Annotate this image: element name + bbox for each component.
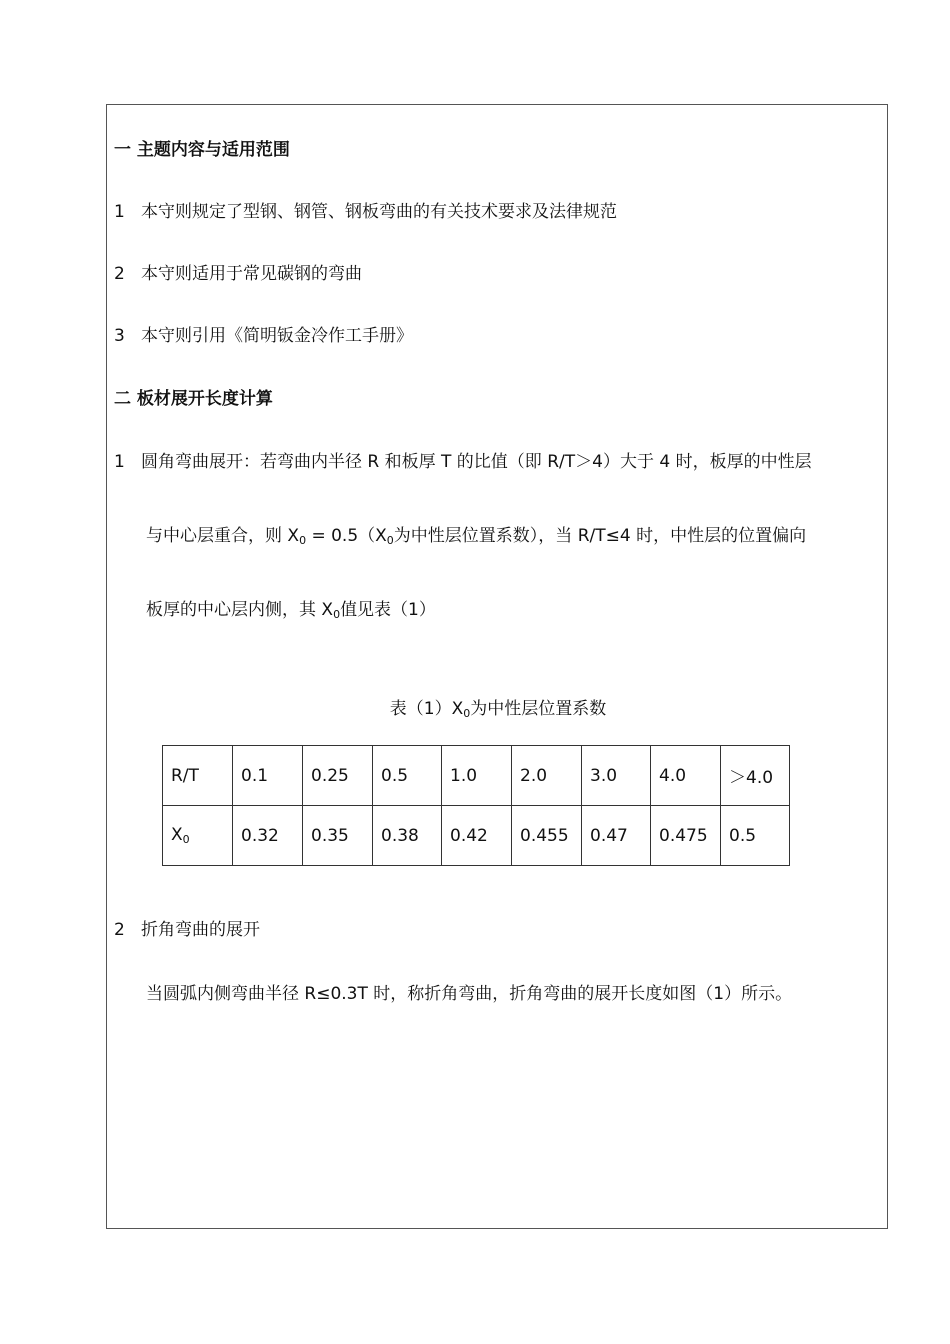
table-cell: 0.42 xyxy=(442,806,512,866)
table-cell: 0.32 xyxy=(233,806,303,866)
table-header-cell: R/T xyxy=(163,746,233,806)
table-header-cell xyxy=(163,806,233,866)
item-text: 本守则规定了型钢、钢管、钢板弯曲的有关技术要求及法律规范 xyxy=(141,202,617,222)
list-item xyxy=(114,918,260,942)
section2-heading: 二 板材展开长度计算 xyxy=(114,389,273,409)
coefficient-table xyxy=(162,745,790,866)
item-text: 本守则适用于常见碳钢的弯曲 xyxy=(141,264,362,284)
table-cell: 0.455 xyxy=(512,806,582,866)
table-row xyxy=(163,806,790,866)
table-cell: 0.38 xyxy=(373,806,442,866)
paragraph-text: 与中心层重合，则 X xyxy=(146,526,300,546)
item-text: 本守则引用《简明钣金冷作工手册》 xyxy=(141,326,413,346)
table-cell: 0.475 xyxy=(651,806,721,866)
table-cell: 1.0 xyxy=(442,746,512,806)
table-cell: 0.5 xyxy=(373,746,442,806)
subscript: 0 xyxy=(386,534,394,547)
table-caption xyxy=(0,697,950,726)
item-number: 1 xyxy=(114,202,125,222)
paragraph-text: = 0.5（X xyxy=(306,526,387,546)
table-cell: ＞4.0 xyxy=(721,746,790,806)
table-cell: 0.25 xyxy=(303,746,373,806)
paragraph-text: 值见表（1） xyxy=(340,600,436,620)
table-cell: 0.1 xyxy=(233,746,303,806)
list-item xyxy=(114,324,413,348)
item-number: 1 xyxy=(114,452,125,472)
table-cell: 4.0 xyxy=(651,746,721,806)
item-text: 折角弯曲的展开 xyxy=(141,920,260,940)
table-cell: 3.0 xyxy=(582,746,651,806)
table-cell: 0.5 xyxy=(721,806,790,866)
paragraph-text: 为中性层位置系数），当 R/T≤4 时，中性层的位置偏向 xyxy=(393,526,807,546)
paragraph-text: 板厚的中心层内侧，其 X xyxy=(146,600,334,620)
section1-heading: 一 主题内容与适用范围 xyxy=(114,140,290,160)
paragraph-line xyxy=(146,598,436,627)
table-cell: 2.0 xyxy=(512,746,582,806)
row-label: X xyxy=(171,825,183,845)
item-number: 2 xyxy=(114,264,125,284)
subscript: 0 xyxy=(463,707,471,720)
list-item xyxy=(114,262,362,286)
item-number: 2 xyxy=(114,920,125,940)
paragraph-line xyxy=(146,524,806,553)
subscript: 0 xyxy=(182,833,190,846)
paragraph-line xyxy=(114,450,812,474)
paragraph-text: 圆角弯曲展开：若弯曲内半径 R 和板厚 T 的比值（即 R/T＞4）大于 4 时，板厚的中性层 xyxy=(141,452,812,472)
subscript: 0 xyxy=(333,608,341,621)
table-cell: 0.35 xyxy=(303,806,373,866)
caption-text: 表（1）X xyxy=(389,699,464,719)
list-item xyxy=(114,200,617,224)
table-cell: 0.47 xyxy=(582,806,651,866)
caption-text: 为中性层位置系数 xyxy=(470,699,607,719)
subscript: 0 xyxy=(299,534,307,547)
paragraph-line: 当圆弧内侧弯曲半径 R≤0.3T 时，称折角弯曲，折角弯曲的展开长度如图（1）所示。 xyxy=(146,984,793,1004)
table-row xyxy=(163,746,790,806)
item-number: 3 xyxy=(114,326,125,346)
